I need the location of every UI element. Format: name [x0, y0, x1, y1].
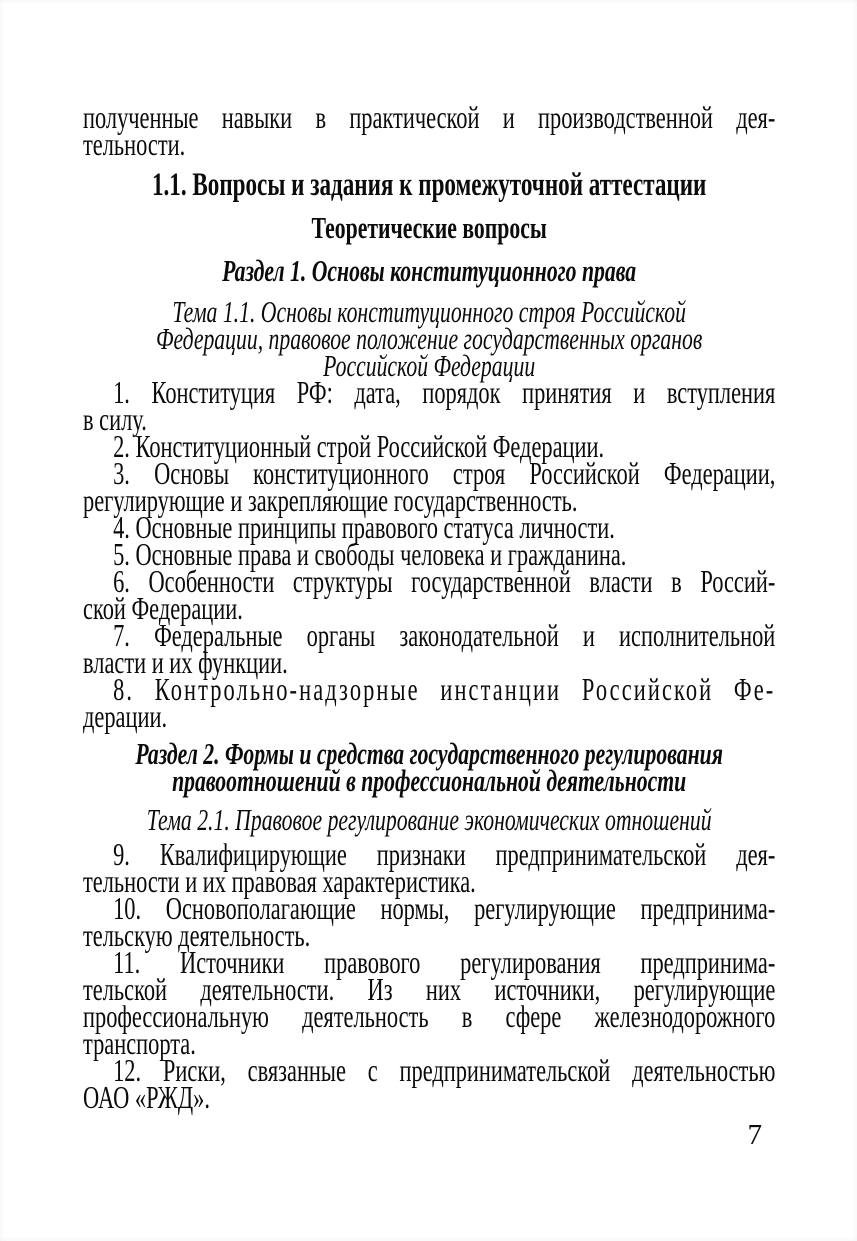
- razdel-2-title-line: правоотношений в профессиональной деятельности: [172, 763, 687, 798]
- question-11-line: транспорта.: [83, 1025, 196, 1061]
- razdel-2-title-line: Раздел 2. Формы и средства государственного регулирования: [135, 736, 723, 771]
- question-4-line: 4. Основные принципы правового статуса личности.: [113, 509, 615, 545]
- page-number: 7: [747, 1119, 762, 1151]
- question-1-line: 1. Конституция РФ: дата, порядок принятия и вступления: [113, 374, 776, 410]
- razdel-1-title: Раздел 1. Основы конституционного права: [222, 253, 637, 288]
- question-3-line: 3. Основы конституционного строя Российской Федерации,: [113, 455, 776, 491]
- theoretical-questions-title: Теоретические вопросы: [311, 210, 547, 245]
- question-5-line: 5. Основные права и свободы человека и гражданина.: [113, 536, 627, 572]
- question-11-line: тельской деятельности. Из них источники, регулирующие: [83, 971, 776, 1007]
- paragraph-line: тельности.: [83, 126, 186, 162]
- question-8-line: дерации.: [83, 698, 168, 734]
- question-7-line: 7. Федеральные органы законодательной и исполнительной: [113, 617, 776, 653]
- question-11-line: 11. Источники правового регулирования предпринима-: [113, 944, 776, 980]
- question-8-line: 8. Контрольно-надзорные инстанции Российской Фе-: [113, 671, 776, 707]
- question-10-line: 10. Основополагающие нормы, регулирующие предпринима-: [113, 890, 776, 926]
- text-block: [83, 99, 776, 1115]
- tema-1-1-title-line: Федерации, правовое положение государственных органов: [156, 321, 703, 356]
- tema-1-1-title-line: Российской Федерации: [323, 348, 536, 383]
- question-11-line: профессиональную деятельность в сфере железнодорожного: [83, 998, 776, 1034]
- question-1-line: в силу.: [83, 401, 147, 437]
- question-9-line: тельности и их правовая характеристика.: [83, 863, 476, 899]
- tema-1-1-title-line: Тема 1.1. Основы конституционного строя Российской: [172, 294, 686, 329]
- question-12-line: ОАО «РЖД».: [83, 1079, 210, 1115]
- section-1-1-title: 1.1. Вопросы и задания к промежуточной аттестации: [151, 167, 707, 203]
- question-9-line: 9. Квалифицирующие признаки предпринимательской дея-: [113, 836, 776, 872]
- paragraph-line: полученные навыки в практической и производственной дея-: [83, 99, 776, 135]
- question-10-line: тельскую деятельность.: [83, 917, 311, 953]
- question-7-line: власти и их функции.: [83, 644, 288, 680]
- text-column: [83, 99, 776, 1115]
- question-3-line: регулирующие и закрепляющие государственность.: [83, 482, 578, 518]
- question-12-line: 12. Риски, связанные с предпринимательской деятельностью: [113, 1052, 776, 1088]
- question-6-line: ской Федерации.: [83, 590, 243, 626]
- question-2-line: 2. Конституционный строй Российской Федерации.: [113, 428, 605, 464]
- tema-2-1-title: Тема 2.1. Правовое регулирование экономических отношений: [146, 802, 712, 837]
- question-6-line: 6. Особенности структуры государственной власти в Россий-: [113, 563, 776, 599]
